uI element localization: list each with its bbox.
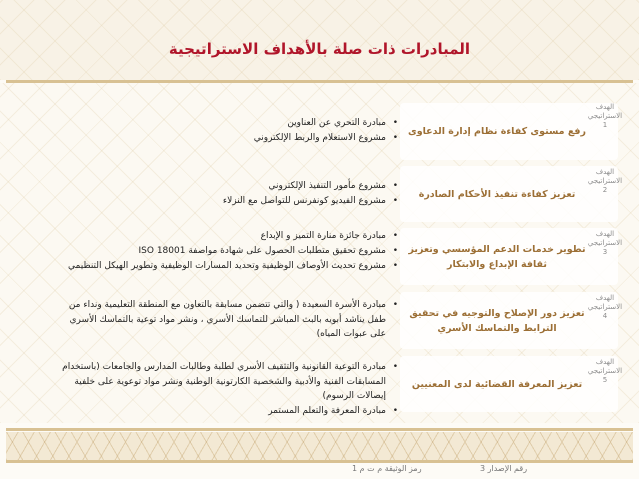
initiative-item: • مشروع تحديث الأوصاف الوظيفية وتحديد المسارات الوظيفية وتطوير الهيكل التنظيمي [60, 259, 386, 274]
goal-text: تطوير خدمات الدعم المؤسسي وتعزيز ثقافة الإبداع والابتكار [408, 243, 586, 270]
initiative-item: • مشروع تحقيق متطلبات الحصول على شهادة مواصفة ISO 18001 [60, 244, 386, 259]
goal-label-5: الهدف الاستراتيجي 5 [587, 358, 623, 384]
goal-label-3: الهدف الاستراتيجي 3 [587, 230, 623, 256]
initiatives-goal-3 [60, 229, 398, 274]
goal-text: تعزيز كفاءة تنفيذ الأحكام الصادرة [418, 188, 576, 200]
goal-label-2: الهدف الاستراتيجي 2 [587, 168, 623, 194]
goal-label-4: الهدف الاستراتيجي 4 [587, 294, 623, 320]
initiative-item: • مبادرة جائزة منارة التميز و الإبداع [60, 229, 386, 244]
initiative-item: • مبادرة التوعية القانونية والتثقيف الأسري لطلبة وطالبات المدارس والجامعات (باستخدام المسابقات الفنية والأدبية والشخصية الكارتونية الوطنية ونشر مواد توعوية على خلفية إيصالات الرسوم) [60, 360, 386, 404]
page-title: المبادرات ذات صلة بالأهداف الاستراتيجية [168, 40, 471, 58]
footer-version: رقم الإصدار 3 [480, 464, 528, 473]
goal-text: تعزيز المعرفة القضائية لدى المعنيين [411, 378, 583, 390]
initiative-item: • مشروع الاستعلام والربط الإلكتروني [60, 131, 386, 146]
footer-doc-code: رمز الوثيقة م ت م 1 [352, 464, 422, 473]
initiatives-goal-5 [60, 360, 398, 418]
footer-ornament-band [6, 432, 633, 460]
footer-divider-top [6, 428, 633, 431]
title-divider [6, 80, 633, 83]
initiative-item: • مشروع الفيديو كونفرنس للتواصل مع النزلاء [60, 194, 386, 209]
initiatives-goal-1 [60, 116, 398, 145]
initiative-item: • مبادرة المعرفة والتعلم المستمر [60, 404, 386, 419]
goal-text: تعزيز دور الإصلاح والتوجيه في تحقيق الترابط والتماسك الأسري [409, 307, 585, 334]
initiatives-goal-2 [60, 179, 398, 208]
initiative-item: • مبادرة الأسرة السعيدة ( والتي تتضمن مسابقة بالتعاون مع المنطقة التعليمية ونداء من طفل يناشد أبويه بالبث المباشر للتماسك الأسري ، ونشر مواد توعية بالتماسك الأسري على عبوات المياه) [60, 298, 386, 342]
initiative-item: • مشروع مأمور التنفيذ الإلكتروني [60, 179, 386, 194]
goal-label-1: الهدف الاستراتيجي 1 [587, 103, 623, 129]
initiatives-goal-4 [60, 298, 398, 342]
footer-divider-bottom [6, 460, 633, 463]
initiative-item: • مبادرة التحري عن العناوين [60, 116, 386, 131]
goal-text: رفع مستوى كفاءة نظام إدارة الدعاوى [408, 126, 586, 137]
